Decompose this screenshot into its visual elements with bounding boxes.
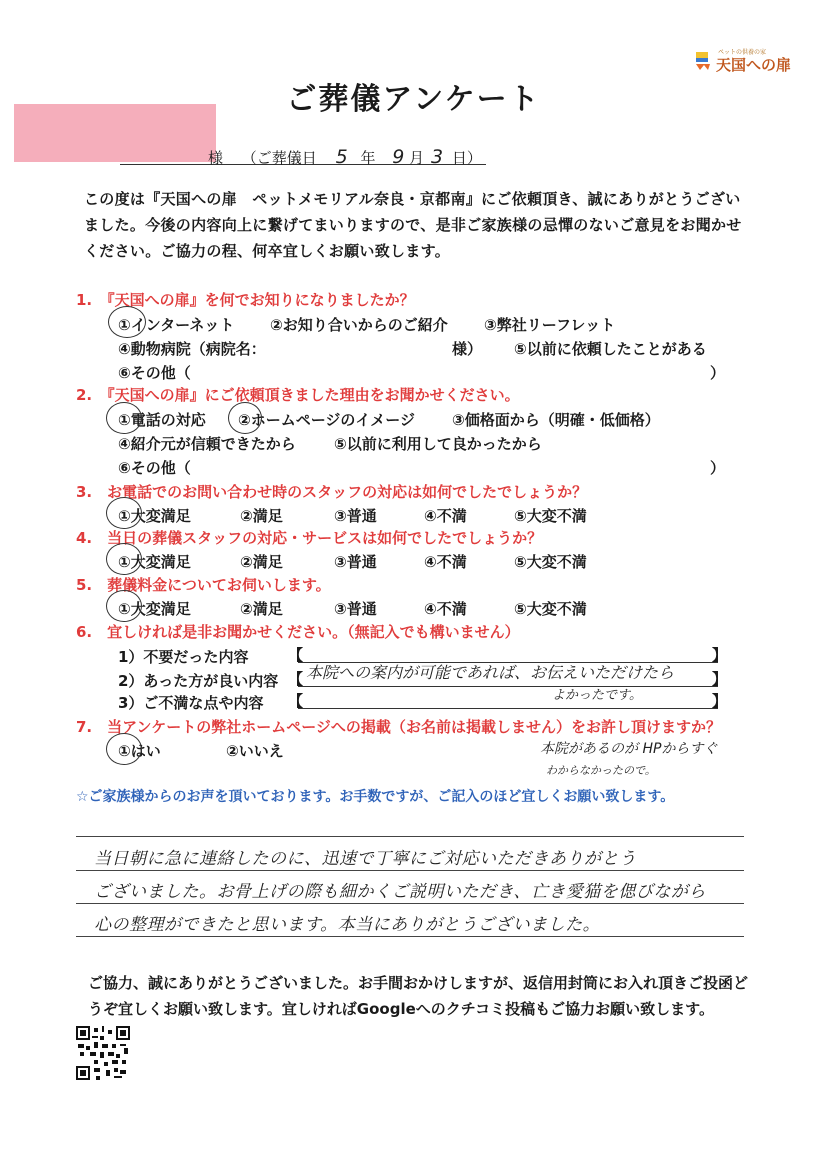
- q5-option-dissatisfied[interactable]: ④不満: [424, 600, 467, 618]
- q6-row2-handwriting: 本院への案内が可能であれば、お伝えいただけたら: [306, 663, 675, 682]
- q1-other-close: ）: [710, 364, 726, 382]
- q6-row1-bracket-open: 【: [288, 646, 304, 664]
- q6-row3-bracket-open: 【: [288, 692, 304, 710]
- q4-selected-circle: [106, 543, 142, 575]
- question-5: 5. 葬儀料金についてお伺いします。: [76, 576, 331, 594]
- q6-row3-underline[interactable]: [298, 708, 718, 709]
- logo-name: 天国への扉: [716, 56, 792, 74]
- year-value: 5: [335, 146, 348, 168]
- q5-option-satisfied[interactable]: ②満足: [240, 600, 283, 618]
- comment-line-2: [76, 870, 744, 871]
- question-1: 1. 『天国への扉』を何でお知りになりましたか？: [76, 291, 415, 309]
- q7-handwriting-note-1: 本院があるのが HPからすぐ: [540, 741, 718, 757]
- q5-option-very-satisfied[interactable]: ①大変満足: [118, 600, 191, 618]
- q1-option-internet[interactable]: ①インターネット: [118, 316, 235, 334]
- comment-text-line-1: 当日朝に急に連絡したのに、迅速で丁寧にご対応いただきありがとう: [94, 849, 637, 869]
- sama-label: 様: [208, 149, 224, 167]
- q1-option-vet[interactable]: ④動物病院（病院名：: [118, 340, 266, 358]
- q2-selected-circle-2: [228, 402, 262, 434]
- q6-row-unnecessary: 1）不要だった内容: [118, 648, 249, 666]
- comment-line-4: [76, 936, 744, 937]
- q1-option-other[interactable]: ⑥その他（: [118, 364, 191, 382]
- question-4: 4. 当日の葬儀スタッフの対応・サービスは如何でしたでしょうか？: [76, 529, 543, 547]
- comment-request-notice: ☆ご家族様からのお声を頂いております。お手数ですが、ご記入のほど宜しくお願い致します。: [76, 789, 675, 805]
- q1-option-referral[interactable]: ②お知り合いからのご紹介: [270, 316, 448, 334]
- q1-option-leaflet[interactable]: ③弊社リーフレット: [484, 316, 616, 334]
- q2-option-repeat[interactable]: ⑤以前に利用して良かったから: [334, 435, 542, 453]
- q3-option-very-dissatisfied[interactable]: ⑤大変不満: [514, 507, 587, 525]
- q3-option-dissatisfied[interactable]: ④不満: [424, 507, 467, 525]
- q2-option-trusted[interactable]: ④紹介元が信頼できたから: [118, 435, 296, 453]
- q1-selected-circle: [108, 306, 146, 338]
- month-value: 9: [392, 146, 405, 168]
- comment-line-1: [76, 836, 744, 837]
- q2-option-phone[interactable]: ①電話の対応: [118, 411, 206, 429]
- q2-option-price[interactable]: ③価格面から（明確・低価格）: [452, 411, 660, 429]
- q2-other-close: ）: [710, 459, 726, 477]
- q6-row2-bracket-close: 】: [712, 670, 728, 688]
- year-label: 年: [360, 149, 376, 167]
- q1-option-repeat[interactable]: ⑤以前に依頼したことがある: [514, 340, 707, 358]
- q4-option-normal[interactable]: ③普通: [334, 553, 377, 571]
- day-value: 3: [430, 146, 444, 168]
- q4-option-satisfied[interactable]: ②満足: [240, 553, 283, 571]
- day-label: 日）: [451, 149, 482, 167]
- q4-option-dissatisfied[interactable]: ④不満: [424, 553, 467, 571]
- q5-option-normal[interactable]: ③普通: [334, 600, 377, 618]
- q3-option-satisfied[interactable]: ②満足: [240, 507, 283, 525]
- q6-row2-underline[interactable]: [298, 686, 718, 687]
- month-label: 月: [409, 149, 425, 167]
- q4-option-very-satisfied[interactable]: ①大変満足: [118, 553, 191, 571]
- funeral-date-line: [208, 146, 482, 168]
- q7-handwriting-note-2: わからなかったので。: [546, 764, 656, 777]
- q7-selected-circle: [106, 733, 142, 765]
- q7-option-no[interactable]: ②いいえ: [226, 742, 284, 760]
- comment-line-3: [76, 903, 744, 904]
- comment-text-line-3: 心の整理ができたと思います。本当にありがとうございました。: [94, 915, 601, 935]
- question-3: 3. お電話でのお問い合わせ時のスタッフの対応は如何でしたでしょうか？: [76, 483, 588, 501]
- q3-selected-circle: [106, 497, 142, 529]
- q2-option-website[interactable]: ②ホームページのイメージ: [238, 411, 415, 429]
- question-2: 2. 『天国への扉』にご依頼頂きました理由をお聞かせください。: [76, 386, 520, 404]
- question-7: 7. 当アンケートの弊社ホームページへの掲載（お名前は掲載しません）をお許し頂けますか？: [76, 718, 721, 736]
- q6-row1-bracket-close: 】: [712, 646, 728, 664]
- q2-option-other[interactable]: ⑥その他（: [118, 459, 191, 477]
- q6-row2-bracket-open: 【: [288, 670, 304, 688]
- q6-row-complaints: 3）ご不満な点や内容: [118, 694, 264, 712]
- name-redaction: [14, 104, 216, 162]
- footer-thanks: ご協力、誠にありがとうございました。お手間おかけしますが、返信用封筒にお入れ頂きご投函どうぞ宜しくお願い致します。宜しければGoogleへのクチコミ投稿もご協力お願い致します。: [88, 974, 749, 1018]
- date-open-label: （ご葬儀日: [241, 149, 317, 167]
- question-6: 6. 宜しければ是非お聞かせください。（無記入でも構いません）: [76, 623, 520, 641]
- q5-selected-circle: [106, 590, 142, 622]
- q6-row-wanted: 2）あった方が良い内容: [118, 672, 279, 690]
- page-title: ご葬儀アンケート: [286, 82, 541, 117]
- q1-vet-suffix: 様）: [452, 340, 483, 358]
- intro-paragraph: この度は『天国への扉 ペットメモリアル奈良・京都南』にご依頼頂き、誠にありがとうございました。今後の内容向上に繋げてまいりますので、是非ご家族様の忌憚のないご意見をお聞かせください。ご協力の程、何卒宜しくお願い致します。: [84, 190, 742, 260]
- q6-row3-bracket-close: 】: [712, 692, 728, 710]
- q5-option-very-dissatisfied[interactable]: ⑤大変不満: [514, 600, 587, 618]
- qr-code-icon[interactable]: [76, 1026, 130, 1080]
- q2-selected-circle-1: [106, 402, 142, 434]
- q3-option-normal[interactable]: ③普通: [334, 507, 377, 525]
- comment-text-line-2: ございました。お骨上げの際も細かくご説明いただき、亡き愛猫を偲びながら: [94, 882, 706, 902]
- q3-option-very-satisfied[interactable]: ①大変満足: [118, 507, 191, 525]
- q6-row2-handwriting-cont: よかったです。: [552, 688, 642, 703]
- q7-option-yes[interactable]: ①はい: [118, 742, 161, 760]
- logo-tagline: ペットの供養の家: [718, 49, 767, 56]
- q4-option-very-dissatisfied[interactable]: ⑤大変不満: [514, 553, 587, 571]
